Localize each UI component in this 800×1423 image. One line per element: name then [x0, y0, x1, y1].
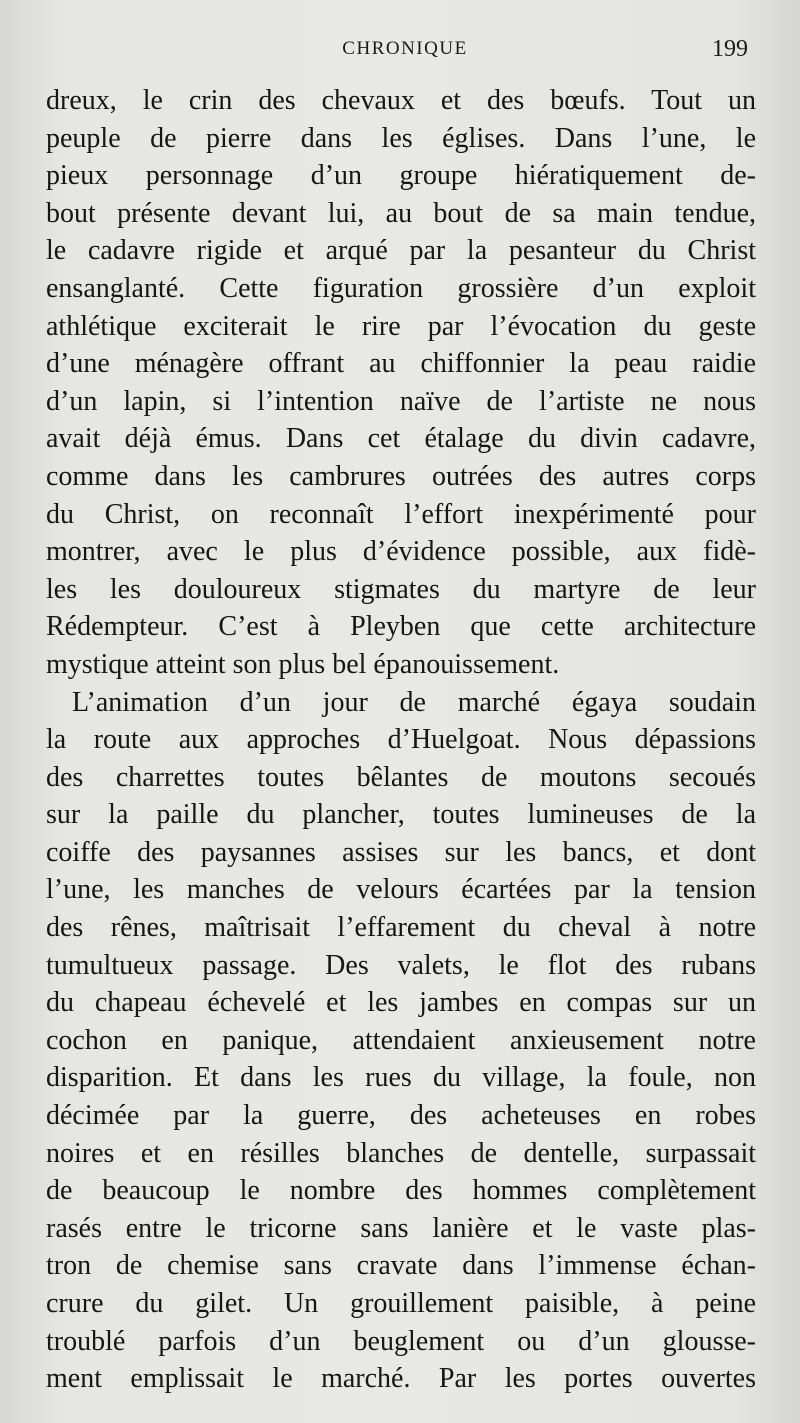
body-text	[46, 82, 756, 1398]
text-line: des rênes, maîtrisait l’effarement du cheval à notre	[46, 912, 756, 944]
text-line: coiffe des paysannes assises sur les bancs, et dont	[46, 836, 756, 868]
text-line: montrer, avec le plus d’évidence possible, aux fidè-	[46, 536, 756, 568]
text-line: Rédempteur. C’est à Pleyben que cette architecture	[46, 611, 756, 643]
text-line: décimée par la guerre, des acheteuses en robes	[46, 1100, 756, 1132]
text-line: L’animation d’un jour de marché égaya soudain	[72, 686, 756, 718]
text-line: mystique atteint son plus bel épanouissement.	[46, 648, 560, 680]
text-line: athlétique exciterait le rire par l’évocation du geste	[46, 310, 756, 342]
text-line: de beaucoup le nombre des hommes complètement	[46, 1175, 756, 1207]
paragraph-1	[46, 82, 756, 684]
text-line: avait déjà émus. Dans cet étalage du divin cadavre,	[46, 423, 756, 455]
text-line: ment emplissait le marché. Par les portes ouvertes	[46, 1363, 756, 1395]
text-line: comme dans les cambrures outrées des autres corps	[46, 460, 756, 492]
text-line: sur la paille du plancher, toutes lumineuses de la	[46, 799, 756, 831]
text-line: l’une, les manches de velours écartées par la tension	[46, 874, 756, 906]
text-line: les les douloureux stigmates du martyre de leur	[46, 573, 756, 605]
text-line: noires et en résilles blanches de dentelle, surpassait	[46, 1137, 756, 1169]
text-line: troublé parfois d’un beuglement ou d’un glousse-	[46, 1325, 756, 1357]
text-line: d’un lapin, si l’intention naïve de l’artiste ne nous	[46, 385, 756, 417]
text-line: la route aux approches d’Huelgoat. Nous dépassions	[46, 724, 756, 756]
text-line: tumultueux passage. Des valets, le flot des rubans	[46, 949, 756, 981]
text-line: des charrettes toutes bêlantes de moutons secoués	[46, 761, 756, 793]
text-line: dreux, le crin des chevaux et des bœufs. Tout un	[46, 85, 756, 116]
text-line: crure du gilet. Un grouillement paisible, à peine	[46, 1288, 756, 1319]
text-line: rasés entre le tricorne sans lanière et le vaste plas-	[46, 1212, 756, 1244]
text-line: disparition. Et dans les rues du village, la foule, non	[46, 1062, 756, 1094]
text-line: pieux personnage d’un groupe hiératiquement de-	[46, 160, 756, 192]
text-line: le cadavre rigide et arqué par la pesanteur du Christ	[46, 235, 756, 267]
page-number: 199	[712, 36, 748, 62]
text-line: peuple de pierre dans les églises. Dans l’une, le	[46, 122, 756, 154]
text-line: du chapeau échevelé et les jambes en compas sur un	[46, 987, 756, 1019]
running-head	[40, 38, 770, 68]
text-line: bout présente devant lui, au bout de sa main tendue,	[46, 197, 756, 229]
text-line: ensanglanté. Cette figuration grossière d’un exploit	[46, 272, 756, 304]
running-title: CHRONIQUE	[342, 38, 468, 59]
text-line: du Christ, on reconnaît l’effort inexpérimenté pour	[46, 498, 756, 530]
text-line: tron de chemise sans cravate dans l’immense échan-	[46, 1250, 756, 1282]
paragraph-2	[46, 684, 756, 1398]
text-line: d’une ménagère offrant au chiffonnier la peau raidie	[46, 348, 756, 380]
text-line: cochon en panique, attendaient anxieusement notre	[46, 1024, 756, 1056]
